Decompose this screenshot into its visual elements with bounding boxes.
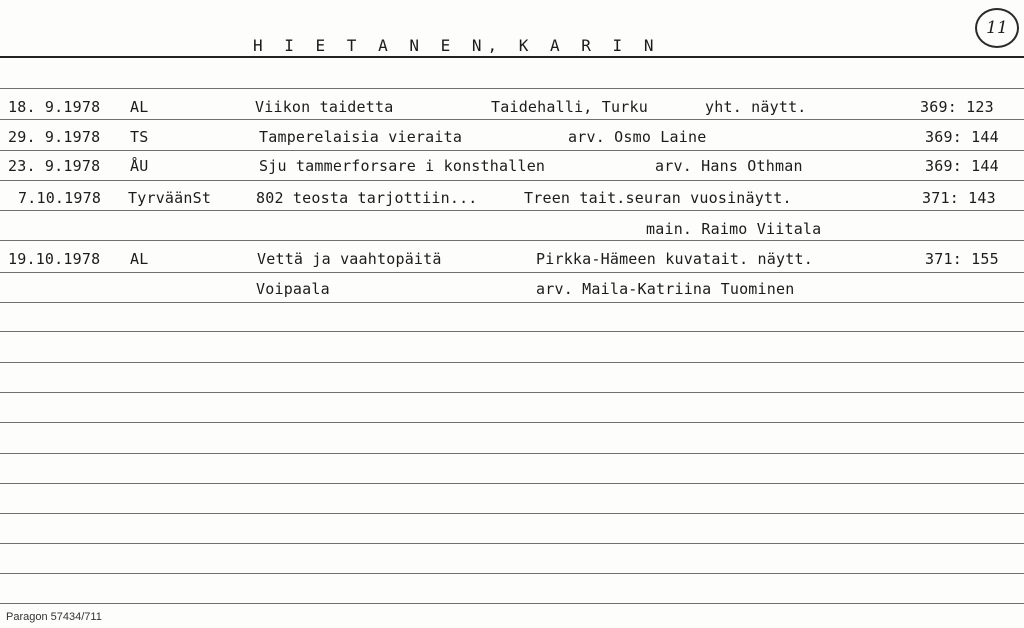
entry-title: Vettä ja vaahtopäitä (257, 250, 442, 268)
entry-note: main. Raimo Viitala (646, 220, 822, 238)
ruled-line (0, 119, 1024, 120)
card-number-badge: 11 (975, 8, 1019, 48)
entry-reference: 371: 155 (925, 250, 999, 268)
entry-exhibition: Taidehalli, Turku (491, 98, 648, 116)
entry-title: 802 teosta tarjottiin... (256, 189, 478, 207)
ruled-line (0, 422, 1024, 423)
ruled-line (0, 483, 1024, 484)
ruled-line (0, 453, 1024, 454)
ruled-line (0, 88, 1024, 89)
entry-source: AL (130, 98, 149, 116)
entry-source: TyrväänSt (128, 189, 212, 207)
entry-date: 23. 9.1978 (8, 157, 101, 175)
printer-mark: Paragon 57434/711 (6, 611, 102, 623)
card-name: H I E T A N E N, K A R I N (253, 36, 660, 55)
ruled-line (0, 210, 1024, 211)
ruled-line (0, 603, 1024, 604)
entry-date: 18. 9.1978 (8, 98, 101, 116)
entry-type: yht. näytt. (705, 98, 807, 116)
entry-source: AL (130, 250, 149, 268)
entry-date: 7.10.1978 (18, 189, 102, 207)
entry-source: TS (130, 128, 149, 146)
entry-reference: 369: 123 (920, 98, 994, 116)
entry-reference: 369: 144 (925, 157, 999, 175)
ruled-line (0, 543, 1024, 544)
ruled-line (0, 240, 1024, 241)
entry-source: ÅU (130, 157, 149, 175)
entry-reference: 369: 144 (925, 128, 999, 146)
entry-exhibition: Treen tait.seuran vuosinäytt. (524, 189, 792, 207)
header-rule (0, 56, 1024, 58)
ruled-line (0, 331, 1024, 332)
entry-title: Tamperelaisia vieraita (259, 128, 463, 146)
ruled-line (0, 272, 1024, 273)
ruled-line (0, 302, 1024, 303)
ruled-line (0, 513, 1024, 514)
entry-reviewer: arv. Osmo Laine (568, 128, 707, 146)
entry-reference: 371: 143 (922, 189, 996, 207)
entry-title: Sju tammerforsare i konsthallen (259, 157, 546, 175)
entry-exhibition: Pirkka-Hämeen kuvatait. näytt. (536, 250, 813, 268)
entry-date: 29. 9.1978 (8, 128, 101, 146)
entry-title: Viikon taidetta (255, 98, 394, 116)
ruled-line (0, 392, 1024, 393)
entry-title: Voipaala (256, 280, 330, 298)
ruled-line (0, 150, 1024, 151)
ruled-line (0, 362, 1024, 363)
entry-reviewer: arv. Hans Othman (655, 157, 803, 175)
entry-date: 19.10.1978 (8, 250, 101, 268)
ruled-line (0, 180, 1024, 181)
entry-reviewer: arv. Maila-Katriina Tuominen (536, 280, 795, 298)
ruled-line (0, 573, 1024, 574)
